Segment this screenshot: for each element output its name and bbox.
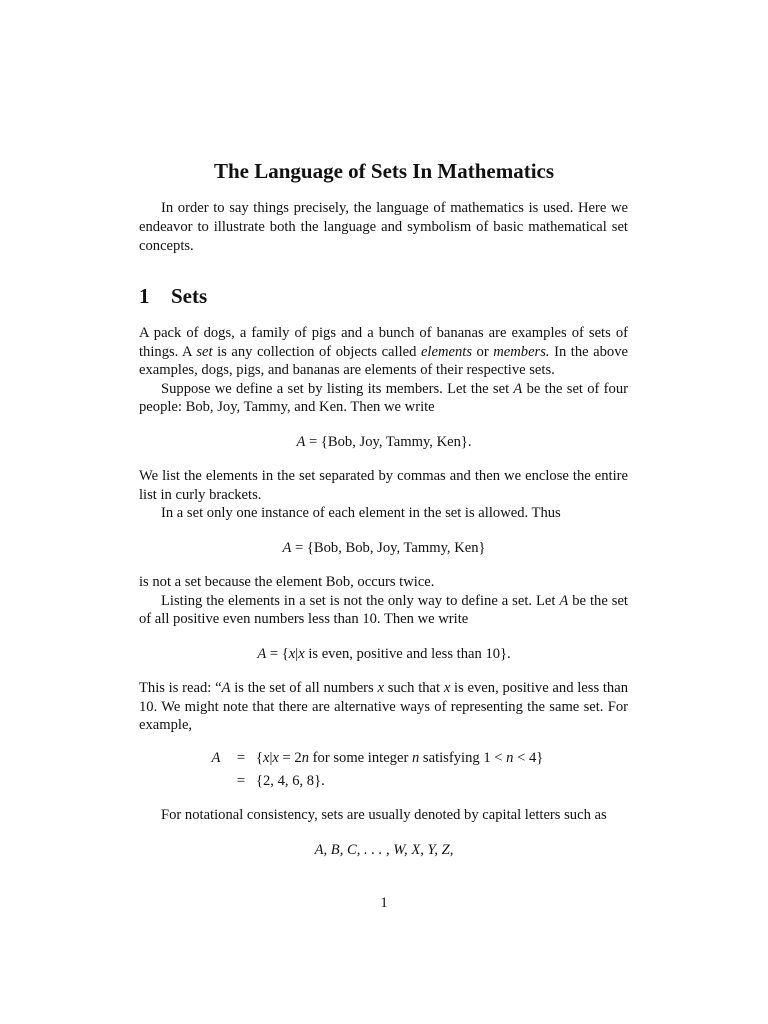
page-number: 1 bbox=[380, 895, 388, 911]
equation-2: A = {Bob, Bob, Joy, Tammy, Ken} bbox=[282, 540, 486, 556]
equation-array bbox=[206, 749, 543, 791]
section-body-3 bbox=[139, 573, 628, 629]
section-body-2 bbox=[139, 467, 628, 523]
paper-title: The Language of Sets In Mathematics bbox=[213, 159, 555, 183]
term-members: members. bbox=[493, 343, 550, 360]
abstract-paragraph: In order to say things precisely, the language of mathematics is used. Here we endeavor to illustrate both the language and symbolism of basic mathematical set concepts. bbox=[139, 200, 628, 254]
paragraph-set-builder: Listing the elements in a set is not the only way to define a set. Let A be the set of all positive even numbers less than 10. Then we write bbox=[139, 592, 628, 627]
equation-1: A = {Bob, Joy, Tammy, Ken}. bbox=[296, 434, 472, 450]
paragraph-notation: For notational consistency, sets are usually denoted by capital letters such as bbox=[161, 807, 607, 823]
paragraph-curly-brackets: We list the elements in the set separated by commas and then we enclose the entire list in curly brackets. bbox=[139, 468, 628, 503]
paragraph-sets-definition: A pack of dogs, a family of pigs and a bunch of bananas are examples of sets of things. A set is any collection of objects called elements or members. In the above examples, dogs, pigs, and bananas are elements of their respective sets. bbox=[139, 325, 628, 378]
equation-array-row-1: A = {x|x = 2n for some integer n satisfying 1 < n < 4} bbox=[211, 750, 544, 766]
paragraph-read-as: This is read: “A is the set of all numbers x such that x is even, positive and less than 10. We might note that there are alternative ways of representing the same set. For example, bbox=[139, 680, 628, 733]
section-body-4 bbox=[139, 679, 628, 735]
paragraph-listing-members: Suppose we define a set by listing its members. Let the set A be the set of four people: Bob, Joy, Tammy, and Ken. Then we write bbox=[139, 380, 628, 415]
equation-3: A = {x|x is even, positive and less than 10}. bbox=[257, 646, 511, 662]
equation-array-row-2: = {2, 4, 6, 8}. bbox=[236, 773, 325, 789]
equation-4: A, B, C, . . . , W, X, Y, Z, bbox=[314, 842, 454, 858]
paragraph-one-instance: In a set only one instance of each element in the set is allowed. Thus bbox=[161, 505, 561, 521]
section-title: Sets bbox=[171, 284, 208, 308]
section-number: 1 bbox=[139, 284, 150, 308]
section-body-5 bbox=[139, 806, 628, 825]
paragraph-not-a-set: is not a set because the element Bob, occurs twice. bbox=[139, 574, 435, 590]
section-body-1 bbox=[139, 324, 628, 417]
section-heading bbox=[139, 283, 207, 309]
term-elements: elements bbox=[420, 343, 472, 360]
term-set: set bbox=[196, 343, 213, 360]
